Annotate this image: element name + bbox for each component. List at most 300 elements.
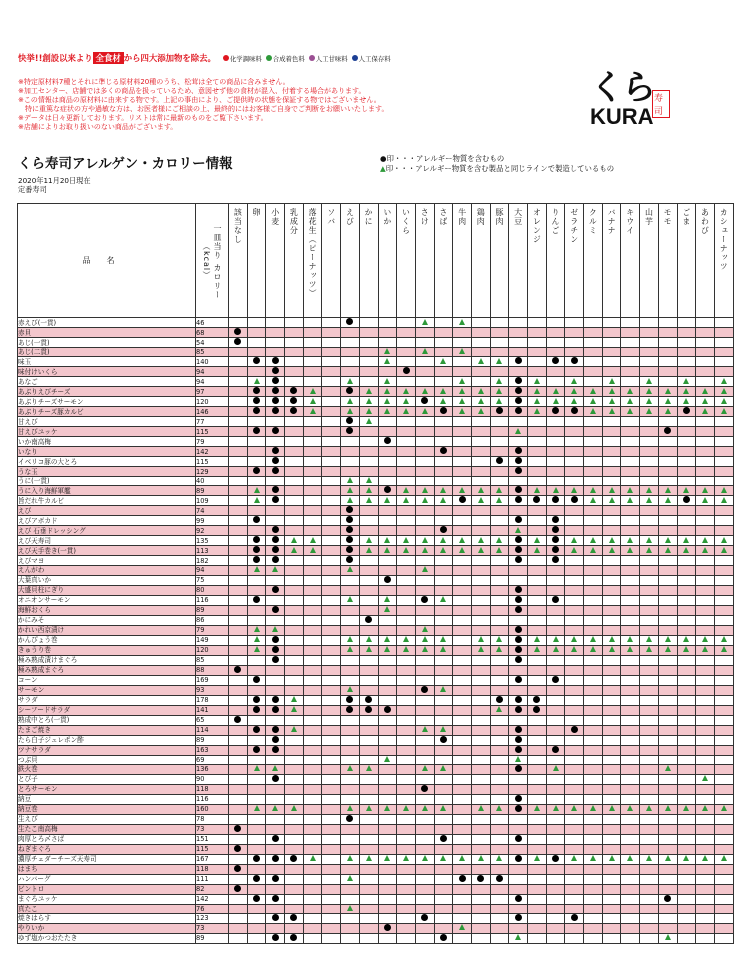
contains-dot-icon	[683, 496, 690, 503]
allergen-cell	[415, 387, 434, 397]
allergen-cell	[621, 615, 640, 625]
allergen-cell	[471, 595, 490, 605]
allergen-cell	[341, 526, 360, 536]
allergen-cell	[509, 864, 528, 874]
allergen-cell	[303, 774, 322, 784]
allergen-cell	[397, 745, 416, 755]
allergen-cell	[266, 854, 285, 864]
legend-tri-mark: ▲	[380, 164, 386, 173]
allergen-cell	[229, 605, 248, 615]
allergen-cell	[696, 556, 715, 566]
contains-dot-icon	[515, 646, 522, 653]
allergen-cell	[397, 367, 416, 377]
allergen-cell	[528, 913, 547, 923]
allergen-cell	[303, 556, 322, 566]
allergen-cell	[528, 705, 547, 715]
allergen-cell	[658, 407, 677, 417]
allergen-cell	[471, 467, 490, 477]
column-header-allergen	[565, 204, 584, 318]
allergen-cell	[528, 417, 547, 427]
allergen-cell	[285, 784, 304, 794]
allergen-cell	[509, 735, 528, 745]
allergen-cell	[303, 546, 322, 556]
allergen-cell	[696, 675, 715, 685]
allergen-cell	[714, 457, 733, 467]
allergen-cell	[584, 575, 603, 585]
contains-dot-icon	[253, 746, 260, 753]
allergen-cell	[453, 447, 472, 457]
allergen-cell	[696, 844, 715, 854]
allergen-cell	[453, 715, 472, 725]
allergen-cell	[714, 923, 733, 933]
item-name: 極み熟成まぐろ	[18, 665, 196, 675]
same-line-triangle-icon	[590, 537, 596, 543]
allergen-cell	[509, 516, 528, 526]
allergen-cell	[471, 457, 490, 467]
table-header-row	[18, 204, 734, 318]
item-name: コーン	[18, 675, 196, 685]
legend-dot-mark: ●	[380, 154, 387, 163]
allergen-cell	[640, 715, 659, 725]
same-line-triangle-icon	[310, 388, 316, 394]
allergen-cell	[677, 605, 696, 615]
allergen-cell	[415, 685, 434, 695]
allergen-cell	[565, 536, 584, 546]
allergen-cell	[415, 417, 434, 427]
allergen-cell	[696, 685, 715, 695]
allergen-cell	[434, 427, 453, 437]
allergen-cell	[322, 486, 341, 496]
contains-dot-icon	[234, 716, 241, 723]
same-line-triangle-icon	[702, 805, 708, 811]
allergen-cell	[341, 874, 360, 884]
allergen-cell	[602, 338, 621, 348]
allergen-cell	[509, 755, 528, 764]
allergen-cell	[359, 635, 378, 645]
allergen-cell	[621, 437, 640, 447]
allergen-cell	[677, 615, 696, 625]
allergen-cell	[602, 575, 621, 585]
allergen-cell	[471, 675, 490, 685]
same-line-triangle-icon	[254, 378, 260, 384]
allergen-cell	[378, 595, 397, 605]
allergen-cell	[621, 417, 640, 427]
allergen-cell	[471, 884, 490, 894]
item-name: たまご焼き	[18, 725, 196, 735]
allergen-cell	[247, 566, 266, 575]
allergen-cell	[341, 735, 360, 745]
allergen-cell	[471, 357, 490, 367]
allergen-cell	[490, 645, 509, 655]
allergen-cell	[509, 595, 528, 605]
allergen-cell	[677, 764, 696, 774]
allergen-cell	[584, 804, 603, 814]
allergen-cell	[322, 318, 341, 328]
same-line-triangle-icon	[702, 487, 708, 493]
allergen-cell	[247, 645, 266, 655]
allergen-cell	[621, 536, 640, 546]
contains-dot-icon	[346, 387, 353, 394]
item-kcal: 40	[196, 477, 229, 486]
item-kcal: 68	[196, 328, 229, 338]
item-name: あじ(二貫)	[18, 348, 196, 357]
allergen-cell	[640, 844, 659, 854]
allergen-cell	[640, 318, 659, 328]
allergen-cell	[434, 367, 453, 377]
allergen-cell	[490, 496, 509, 506]
allergen-cell	[397, 755, 416, 764]
allergen-cell	[415, 745, 434, 755]
allergen-cell	[247, 367, 266, 377]
allergen-cell	[509, 526, 528, 536]
allergen-cell	[546, 665, 565, 675]
contains-dot-icon	[234, 845, 241, 852]
allergen-cell	[285, 506, 304, 516]
allergen-cell	[397, 923, 416, 933]
allergen-cell	[546, 417, 565, 427]
allergen-cell	[621, 556, 640, 566]
contains-dot-icon	[440, 736, 447, 743]
allergen-cell	[229, 477, 248, 486]
same-line-triangle-icon	[422, 636, 428, 642]
as-of-date: 2020年11月20日現在	[18, 176, 91, 185]
allergen-cell	[528, 923, 547, 933]
allergen-cell	[303, 834, 322, 844]
allergen-cell	[602, 655, 621, 665]
allergen-cell	[546, 884, 565, 894]
allergen-cell	[434, 864, 453, 874]
allergen-cell	[285, 328, 304, 338]
allergen-cell	[266, 933, 285, 943]
allergen-cell	[640, 575, 659, 585]
allergen-cell	[696, 585, 715, 595]
contains-dot-icon	[346, 546, 353, 553]
same-line-triangle-icon	[627, 805, 633, 811]
allergen-cell	[471, 695, 490, 705]
allergen-cell	[546, 705, 565, 715]
allergen-cell	[490, 854, 509, 864]
contains-dot-icon	[272, 526, 279, 533]
contains-dot-icon	[346, 556, 353, 563]
allergen-cell	[378, 665, 397, 675]
contains-dot-icon	[253, 546, 260, 553]
allergen-cell	[490, 755, 509, 764]
allergen-cell	[584, 457, 603, 467]
allergen-cell	[434, 884, 453, 894]
allergen-cell	[677, 506, 696, 516]
allergen-cell	[303, 595, 322, 605]
same-line-triangle-icon	[553, 646, 559, 652]
category-label: 定番寿司	[18, 185, 47, 194]
allergen-cell	[266, 745, 285, 755]
allergen-cell	[696, 774, 715, 784]
contains-dot-icon	[272, 835, 279, 842]
allergen-cell	[434, 486, 453, 496]
allergen-cell	[415, 447, 434, 457]
allergen-cell	[696, 715, 715, 725]
allergen-cell	[528, 407, 547, 417]
allergen-cell	[453, 427, 472, 437]
allergen-cell	[303, 894, 322, 904]
allergen-cell	[546, 556, 565, 566]
allergen-cell	[397, 585, 416, 595]
allergen-cell	[303, 605, 322, 615]
item-name: たら白子ジュレポン酢	[18, 735, 196, 745]
allergen-cell	[322, 874, 341, 884]
contains-dot-icon	[253, 676, 260, 683]
allergen-cell	[677, 546, 696, 556]
allergen-cell	[509, 804, 528, 814]
allergen-cell	[714, 348, 733, 357]
allergen-cell	[696, 874, 715, 884]
allergen-cell	[584, 615, 603, 625]
contains-dot-icon	[384, 437, 391, 444]
same-line-triangle-icon	[366, 547, 372, 553]
allergen-cell	[584, 605, 603, 615]
contains-dot-icon	[234, 825, 241, 832]
item-name: きゅうり巻	[18, 645, 196, 655]
allergen-cell	[285, 844, 304, 854]
allergen-cell	[696, 447, 715, 457]
allergen-cell	[528, 854, 547, 864]
allergen-cell	[658, 486, 677, 496]
allergen-cell	[434, 774, 453, 784]
allergen-cell	[509, 695, 528, 705]
allergen-cell	[453, 774, 472, 784]
contains-dot-icon	[515, 586, 522, 593]
same-line-triangle-icon	[496, 487, 502, 493]
allergen-cell	[322, 357, 341, 367]
allergen-cell	[247, 506, 266, 516]
same-line-triangle-icon	[384, 378, 390, 384]
item-kcal: 97	[196, 387, 229, 397]
allergen-cell	[602, 804, 621, 814]
same-line-triangle-icon	[272, 805, 278, 811]
allergen-cell	[397, 377, 416, 387]
allergen-cell	[453, 884, 472, 894]
allergen-cell	[266, 715, 285, 725]
allergen-cell	[434, 506, 453, 516]
allergen-cell	[714, 526, 733, 536]
contains-dot-icon	[253, 407, 260, 414]
allergen-cell	[359, 357, 378, 367]
allergen-cell	[247, 735, 266, 745]
allergen-cell	[621, 764, 640, 774]
allergen-cell	[229, 794, 248, 804]
allergen-cell	[658, 774, 677, 784]
allergen-cell	[490, 575, 509, 585]
notes-block	[18, 78, 388, 131]
same-line-triangle-icon	[534, 636, 540, 642]
contains-dot-icon	[421, 914, 428, 921]
allergen-cell	[266, 585, 285, 595]
allergen-cell	[509, 605, 528, 615]
same-line-triangle-icon	[422, 646, 428, 652]
same-line-triangle-icon	[590, 497, 596, 503]
allergen-cell	[434, 705, 453, 715]
same-line-triangle-icon	[403, 805, 409, 811]
allergen-cell	[322, 397, 341, 407]
allergen-cell	[546, 387, 565, 397]
same-line-triangle-icon	[590, 408, 596, 414]
allergen-cell	[322, 625, 341, 635]
allergen-cell	[285, 913, 304, 923]
contains-dot-icon	[365, 616, 372, 623]
allergen-cell	[509, 764, 528, 774]
allergen-cell	[341, 566, 360, 575]
allergen-cell	[453, 486, 472, 496]
allergen-cell	[229, 814, 248, 824]
allergen-cell	[509, 328, 528, 338]
allergen-cell	[602, 556, 621, 566]
allergen-cell	[471, 506, 490, 516]
allergen-cell	[415, 605, 434, 615]
allergen-cell	[677, 814, 696, 824]
allergen-cell	[303, 844, 322, 854]
allergen-cell	[266, 834, 285, 844]
allergen-cell	[621, 725, 640, 735]
column-header-kcal-label: 一皿当り カロリー（kcal）	[202, 223, 222, 300]
allergen-cell	[247, 407, 266, 417]
allergen-cell	[471, 864, 490, 874]
table-row	[18, 715, 734, 725]
allergen-cell	[359, 625, 378, 635]
contains-dot-icon	[272, 427, 279, 434]
allergen-cell	[303, 904, 322, 913]
allergen-cell	[565, 437, 584, 447]
allergen-cell	[247, 874, 266, 884]
allergen-cell	[677, 318, 696, 328]
allergen-cell	[229, 595, 248, 605]
allergen-cell	[602, 933, 621, 943]
same-line-triangle-icon	[366, 537, 372, 543]
allergen-cell	[565, 575, 584, 585]
contains-dot-icon	[664, 427, 671, 434]
allergen-cell	[415, 377, 434, 387]
same-line-triangle-icon	[721, 487, 727, 493]
same-line-triangle-icon	[721, 497, 727, 503]
allergen-cell	[528, 328, 547, 338]
allergen-cell	[490, 625, 509, 635]
allergen-cell	[266, 804, 285, 814]
allergen-cell	[490, 377, 509, 387]
allergen-cell	[584, 526, 603, 536]
allergen-cell	[696, 437, 715, 447]
contains-dot-icon	[272, 736, 279, 743]
allergen-cell	[696, 328, 715, 338]
same-line-triangle-icon	[646, 378, 652, 384]
allergen-cell	[322, 824, 341, 834]
allergen-cell	[434, 725, 453, 735]
allergen-cell	[696, 407, 715, 417]
allergen-cell	[658, 447, 677, 457]
contains-dot-icon	[515, 407, 522, 414]
allergen-cell	[490, 774, 509, 784]
legend-tri-text: 印・・・アレルギー物質を含む製品と同じラインで製造しているもの	[385, 164, 615, 173]
allergen-cell	[565, 486, 584, 496]
contains-dot-icon	[290, 934, 297, 941]
item-kcal: 115	[196, 427, 229, 437]
same-line-triangle-icon	[291, 547, 297, 553]
same-line-triangle-icon	[366, 805, 372, 811]
allergen-cell	[434, 784, 453, 794]
allergen-cell	[303, 397, 322, 407]
allergen-cell	[696, 735, 715, 745]
same-line-triangle-icon	[347, 765, 353, 771]
allergen-cell	[434, 894, 453, 904]
same-line-triangle-icon	[496, 358, 502, 364]
allergen-cell	[696, 575, 715, 585]
item-kcal: 118	[196, 784, 229, 794]
allergen-cell	[714, 844, 733, 854]
allergen-cell	[714, 575, 733, 585]
allergen-table	[17, 203, 734, 944]
allergen-cell	[359, 348, 378, 357]
allergen-cell	[528, 904, 547, 913]
allergen-cell	[397, 348, 416, 357]
allergen-cell	[434, 854, 453, 864]
same-line-triangle-icon	[478, 398, 484, 404]
same-line-triangle-icon	[627, 636, 633, 642]
allergen-cell	[471, 387, 490, 397]
same-line-triangle-icon	[590, 646, 596, 652]
contains-dot-icon	[515, 656, 522, 663]
allergen-cell	[471, 854, 490, 864]
contains-dot-icon	[664, 895, 671, 902]
contains-dot-icon	[683, 407, 690, 414]
allergen-cell	[565, 417, 584, 427]
same-line-triangle-icon	[496, 646, 502, 652]
contains-dot-icon	[552, 526, 559, 533]
same-line-triangle-icon	[590, 487, 596, 493]
same-line-triangle-icon	[459, 537, 465, 543]
column-header-allergen	[714, 204, 733, 318]
table-row	[18, 695, 734, 705]
allergen-cell	[378, 328, 397, 338]
same-line-triangle-icon	[646, 398, 652, 404]
allergen-cell	[415, 318, 434, 328]
allergen-cell	[266, 556, 285, 566]
contains-dot-icon	[515, 536, 522, 543]
allergen-cell	[602, 447, 621, 457]
item-kcal: 46	[196, 318, 229, 328]
item-kcal: 142	[196, 894, 229, 904]
allergen-cell	[453, 864, 472, 874]
allergen-cell	[415, 367, 434, 377]
item-kcal: 116	[196, 794, 229, 804]
allergen-cell	[565, 635, 584, 645]
allergen-cell	[714, 685, 733, 695]
allergen-cell	[359, 715, 378, 725]
item-name: 生えび	[18, 814, 196, 824]
allergen-cell	[677, 357, 696, 367]
allergen-cell	[285, 447, 304, 457]
allergen-cell	[565, 755, 584, 764]
allergen-label: 該当なし	[233, 208, 243, 244]
allergen-cell	[621, 745, 640, 755]
allergen-cell	[285, 755, 304, 764]
allergen-cell	[640, 387, 659, 397]
allergen-cell	[322, 536, 341, 546]
allergen-cell	[285, 615, 304, 625]
allergen-cell	[453, 348, 472, 357]
allergen-cell	[415, 328, 434, 338]
table-row	[18, 894, 734, 904]
allergen-cell	[378, 387, 397, 397]
contains-dot-icon	[290, 407, 297, 414]
allergen-cell	[378, 904, 397, 913]
table-row	[18, 635, 734, 645]
